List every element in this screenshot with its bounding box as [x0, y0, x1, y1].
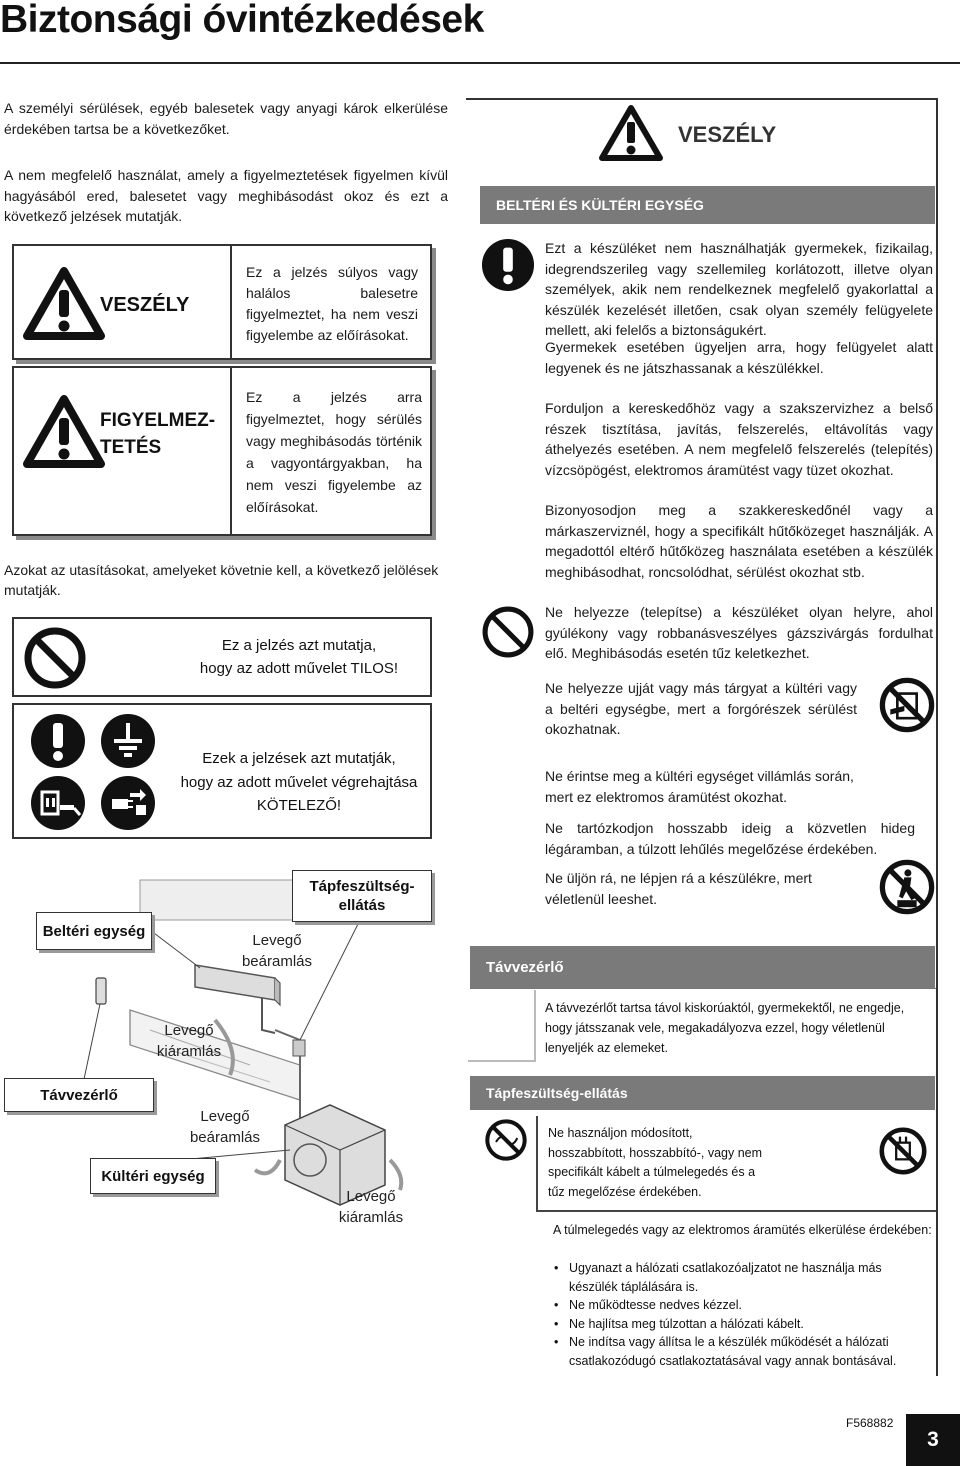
danger-label: VESZÉLY: [100, 294, 190, 316]
air-outlet-2-word1: Levegő: [346, 1188, 396, 1205]
prohibited-icon: [22, 625, 88, 691]
air-outlet-label-2: [326, 1186, 416, 1228]
warning-item-8: Ne tartózkodjon hosszabb ideig a közvetlen hideg légáramban, a túlzott lehűlés megelőzése érdekében.: [545, 820, 915, 857]
warning-item-4: Bizonyosodjon meg a szakkereskedőnél vagy a márkaszerviznél, hogy a specifikált hűtőközeget használják. A megadottól eltérő hűtőközeg használata esetében a készülék meghibásodhat, roncsolódhat, sérülést okozhat stb.: [545, 502, 933, 580]
caution-signal-box: [12, 366, 432, 536]
danger-header-triangle: [598, 104, 664, 162]
power-bullet-list: [553, 1259, 933, 1370]
indoor-unit-label: Beltéri egység: [36, 912, 152, 950]
list-item: • Ne működtesse nedves kézzel.: [553, 1296, 933, 1315]
air-outlet-1-word2: kiáramlás: [156, 1043, 222, 1060]
air-intake-label-2: [180, 1106, 270, 1148]
prohibited-box: [12, 617, 432, 697]
unplug-icon: [30, 775, 86, 831]
instructions-intro: Azokat az utasításokat, amelyeket követnie kell, a következő jelölések mutatják.: [4, 562, 439, 598]
divider: [230, 368, 232, 534]
prohibited-icon: [480, 604, 536, 660]
air-outlet-label-1: [144, 1020, 234, 1062]
no-climbing-icon: [878, 858, 936, 916]
danger-description: Ez a jelzés súlyos vagy halálos balesetre figyelmeztet, ha nem veszi figyelembe az előírásokat.: [246, 264, 418, 343]
ground-icon: [100, 713, 156, 769]
installation-diagram: [0, 860, 450, 1240]
warning-item-5: Ne helyezze (telepítse) a készüléket olyan helyre, ahol gyúlékony vagy robbanásveszélyes gázszivárgás fordulhat elő. Meghibásodás esetén tűz keletkezhet.: [545, 604, 933, 661]
document-code: F568882: [846, 1416, 894, 1430]
outdoor-unit-label: Kültéri egység: [90, 1158, 216, 1194]
air-outlet-1-word1: Levegő: [164, 1022, 214, 1039]
remote-warning-text: A távvezérlőt tartsa távol kiskorúaktól, gyermekektől, ne engedje, hogy játsszanak vele, megakadályozva ezzel, hogy véletlenül lenyeljék az elemeket.: [545, 1001, 905, 1055]
prohibited-text-1: Ez a jelzés azt mutatja,: [221, 637, 377, 654]
divider: [230, 246, 232, 358]
air-outlet-2-word2: kiáramlás: [338, 1209, 404, 1226]
caution-label-line2: TETÉS: [100, 437, 162, 458]
power-supply-line2: ellátás: [338, 897, 386, 914]
danger-signal-box: [12, 244, 432, 360]
page-title: Biztonsági óvintézkedések: [0, 0, 484, 41]
list-item: • Ugyanazt a hálózati csatlakozóaljzatot ne használja más készülék táplálására is.: [553, 1259, 933, 1296]
right-column-border: [936, 98, 938, 1376]
caution-label-line1: FIGYELMEZ-: [100, 410, 216, 431]
air-intake-1-word1: Levegő: [252, 932, 302, 949]
mandatory-text-3: KÖTELEZŐ!: [256, 797, 342, 814]
section-power: Tápfeszültség-ellátás: [470, 1076, 935, 1110]
power-supply-label: [292, 870, 432, 922]
warning-item-1: Ezt a készüléket nem használhatják gyermekek, fizikailag, idegrendszerileg vagy szellemileg korlátozott, illetve olyan személyek, akik nem rendelkeznek megfelelő gyakorlattal a készülék kezelését illetően, csak olyan személy felügyelete mellett, aki felelős a biztonságukért.: [545, 240, 933, 338]
warning-item-9: Ne üljön rá, ne lépjen rá a készülékre, mert véletlenül leeshet.: [545, 870, 812, 907]
power-warning-text: Ne használjon módosított, hosszabbított, hosszabbító-, vagy nem specifikált kábelt a túlmelegedés és a tűz megelőzése érdekében.: [548, 1126, 763, 1199]
unplug-icon: [100, 775, 156, 831]
remote-section-rule: [470, 988, 936, 989]
prohibited-text-2: hogy az adott művelet TILOS!: [199, 660, 399, 677]
power-intro: A túlmelegedés vagy az elektromos áramütés elkerülése érdekében:: [553, 1223, 932, 1237]
mandatory-icon: [30, 713, 86, 769]
mandatory-box: [12, 703, 432, 839]
title-rule: [0, 62, 960, 64]
no-extension-cord-icon: [484, 1118, 528, 1162]
mandatory-icon: [481, 238, 535, 292]
intro-paragraph-1: A személyi sérülések, egyéb balesetek vagy anyagi károk elkerülése érdekében tartsa be a következőket.: [4, 100, 448, 137]
air-intake-1-word2: beáramlás: [241, 953, 313, 970]
warning-item-6: Ne helyezze ujját vagy más tárgyat a kültéri vagy a beltéri egységbe, mert a forgórészek sérülést okozhatnak.: [545, 680, 857, 737]
page-number: 3: [906, 1414, 960, 1466]
air-intake-2-word2: beáramlás: [189, 1129, 261, 1146]
danger-header-title: VESZÉLY: [678, 122, 777, 147]
caution-description: Ez a jelzés arra figyelmeztet, hogy sérülés vagy meghibásodás történik a vagyontárgyakban, ha nem veszi figyelembe az előírásokat.: [246, 389, 422, 515]
section-indoor-outdoor: BELTÉRI ÉS KÜLTÉRI EGYSÉG: [480, 186, 935, 224]
warning-triangle-icon: [22, 394, 106, 468]
remote-label: Távvezérlő: [4, 1078, 154, 1112]
air-intake-label-1: [232, 930, 322, 972]
warning-item-3: Forduljon a kereskedőhöz vagy a szakszervizhez a belső részek tisztítása, javítás, felszerelés, eltávolítás vagy áthelyezés esetében. A nem megfelelő felszerelés (telepítés) vízcsöpögést, elektromos áramütést vagy tüzet okozhat.: [545, 400, 933, 478]
list-item: • Ne hajlítsa meg túlzottan a hálózati kábelt.: [553, 1315, 933, 1334]
warning-item-7: Ne érintse meg a kültéri egységet villámlás során, mert ez elektromos áramütést okozhat.: [545, 768, 854, 805]
remote-icon-placeholder: [468, 990, 536, 1062]
section-remote: Távvezérlő: [470, 946, 935, 988]
mandatory-text-1: Ezek a jelzések azt mutatják,: [202, 750, 396, 767]
intro-paragraph-2: A nem megfelelő használat, amely a figyelmeztetések figyelmen kívül hagyásából ered, balesetet vagy meghibásodást okoz és ezt a következő jelzések mutatják.: [4, 167, 448, 224]
no-finger-insert-icon: [878, 676, 936, 734]
warning-triangle-icon: [22, 266, 106, 340]
mandatory-text-2: hogy az adott művelet végrehajtása: [180, 774, 418, 791]
right-column-rule: [466, 98, 938, 100]
warning-item-2: Gyermekek esetében ügyeljen arra, hogy felügyelet alatt legyenek és ne játszhassanak a készülékkel.: [545, 339, 933, 376]
power-supply-line1: Tápfeszültség-: [309, 878, 415, 895]
list-item: • Ne indítsa vagy állítsa le a készülék működését a hálózati csatlakozódugó csatlakoztatásával vagy annak bontásával.: [553, 1333, 933, 1370]
no-plug-icon: [878, 1126, 928, 1176]
air-intake-2-word1: Levegő: [200, 1108, 250, 1125]
